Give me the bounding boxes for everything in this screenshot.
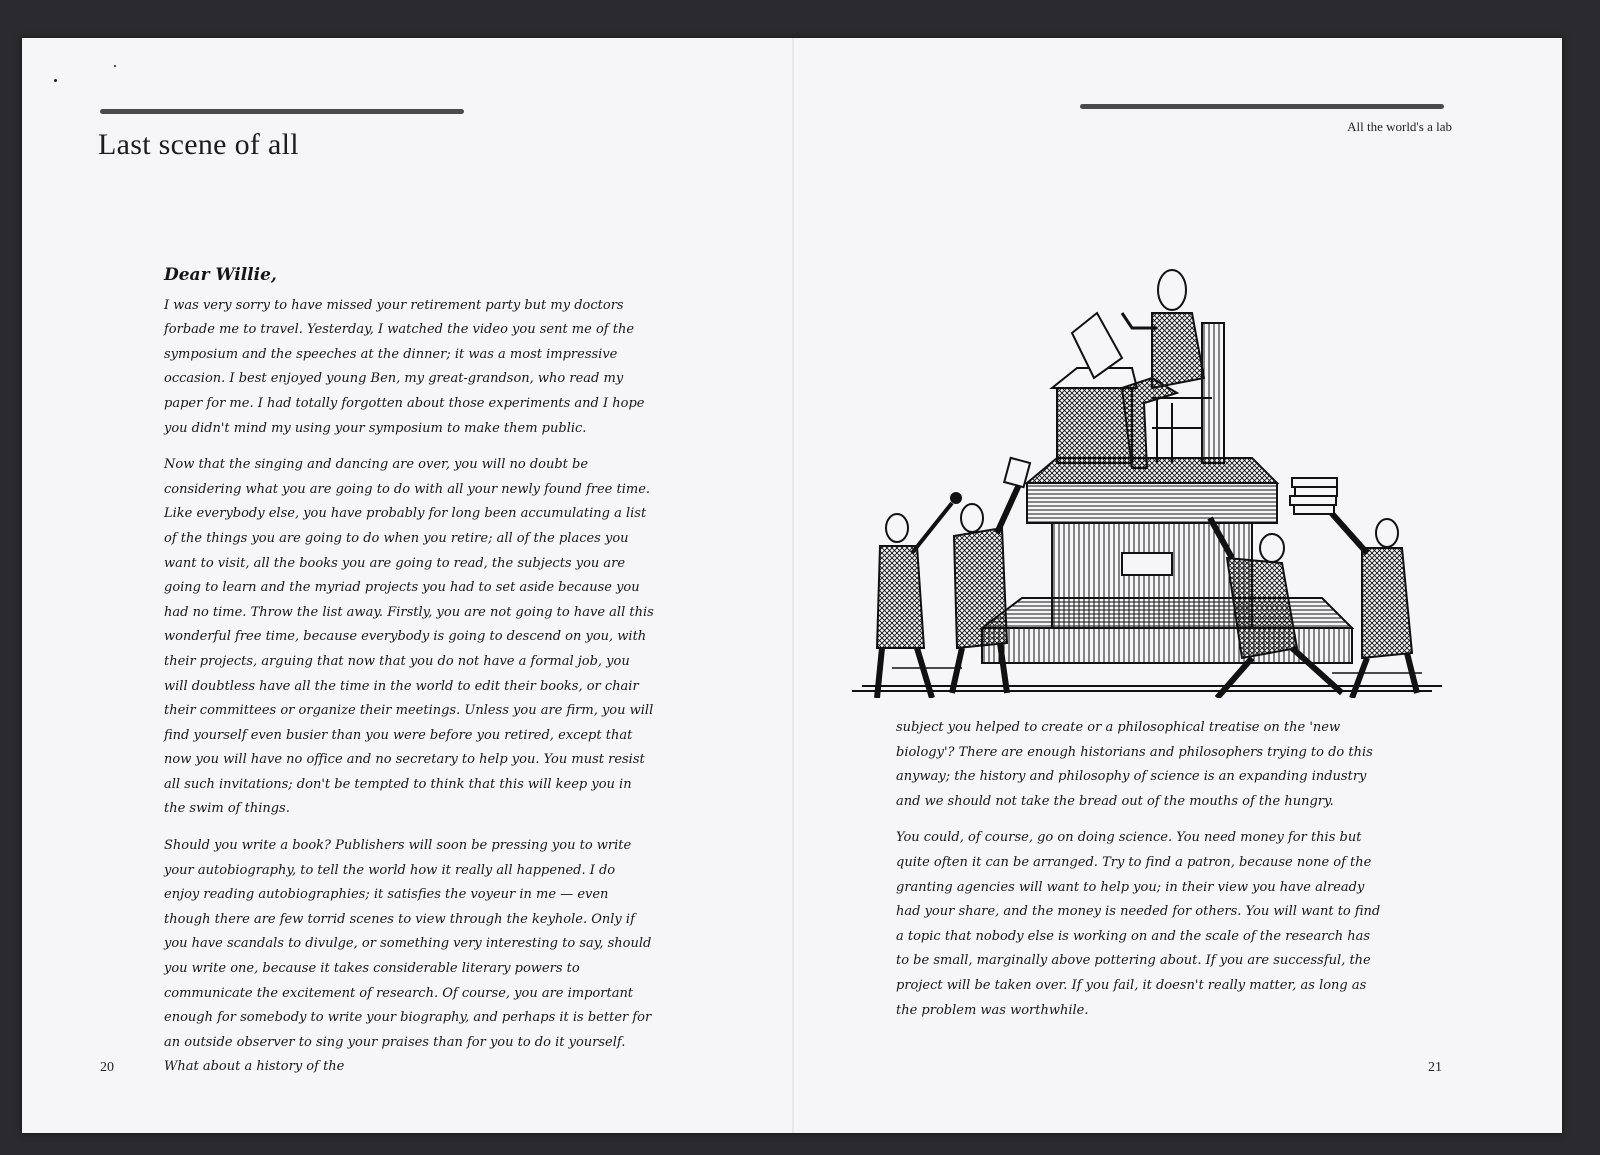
running-head: All the world's a lab bbox=[1347, 119, 1452, 134]
left-page-text bbox=[164, 263, 654, 1092]
letter-salutation: Dear Willie, bbox=[164, 265, 277, 285]
right-header-rule bbox=[1080, 104, 1444, 109]
figure-microphone bbox=[877, 492, 962, 698]
paragraph: I was very sorry to have missed your retirement party but my doctors forbade me to travel. Yesterday, I watched the video you sent me of the symposium and the speeches at the dinner; it was a most impressive occasion. I best enjoyed young Ben, my great-grandson, who read my paper for me. I had totally forgotten about those experiments and I hope you didn't mind my using your symposium to make them public. bbox=[164, 297, 645, 436]
paragraph: Now that the singing and dancing are over, you will no doubt be considering what you are going to do with all your newly found free time. Like everybody else, you have probably for long been accumulating a list of the things you are going to do when you retire; all of the places you want to visit, all the books you are going to read, the subjects you are going to learn and the myriad projects you had to set aside because you had no time. Throw the list away. Firstly, you are not going to have all this wonderful free time, because everybody is going to descend on you, with their projects, arguing that now that you do not have a formal job, you will doubtless have all the time in the world to edit their books, or chair their committees or organize their meetings. Unless you are firm, you will find yourself even busier than you were before you retired, except that now you will have no office and no secretary to help you. You must resist all such invitations; don't be tempted to think that this will keep you in the swim of things. bbox=[164, 457, 654, 817]
pedestal-scholar-illustration bbox=[832, 228, 1457, 698]
right-page-text bbox=[896, 716, 1386, 1035]
book-spine bbox=[792, 38, 794, 1133]
print-mark bbox=[54, 79, 57, 82]
paragraph: You could, of course, go on doing science. You need money for this but quite often it can be arranged. Try to find a patron, because none of the granting agencies will want to help you; in their view you have already had your share, and the money is needed for others. You will want to find a topic that nobody else is working on and the scale of the research has to be small, marginally above pottering about. If you are successful, the project will be taken over. If you fail, it doesn't really matter, as long as the problem was worthwhile. bbox=[896, 830, 1381, 1018]
print-mark bbox=[114, 65, 116, 67]
desk bbox=[1052, 368, 1137, 463]
paragraph: subject you helped to create or a philosophical treatise on the 'new biology'? There are enough historians and philosophers trying to do this anyway; the history and philosophy of science is an expanding industry and we should not take the bread out of the mouths of the hungry. bbox=[896, 720, 1373, 809]
page-number-left: 20 bbox=[100, 1060, 114, 1075]
paragraph: Should you write a book? Publishers will soon be pressing you to write your autobiography, to tell the world how it really all happened. I do enjoy reading autobiographies; it satisfies the voyeur in me — even though there are few torrid scenes to view through the keyhole. Only if you have scandals to divulge, or something very interesting to say, should you write one, because it takes considerable literary powers to communicate the excitement of research. Of course, you are important enough for somebody to write your biography, and perhaps it is better for an outside observer to sing your praises than for you to do it yourself. What about a history of the bbox=[164, 838, 652, 1075]
book-stack bbox=[1290, 478, 1337, 514]
chapter-title: Last scene of all bbox=[98, 128, 299, 161]
book-spread bbox=[22, 38, 1562, 1133]
left-header-rule bbox=[100, 109, 464, 114]
page-number-right: 21 bbox=[1428, 1060, 1442, 1075]
